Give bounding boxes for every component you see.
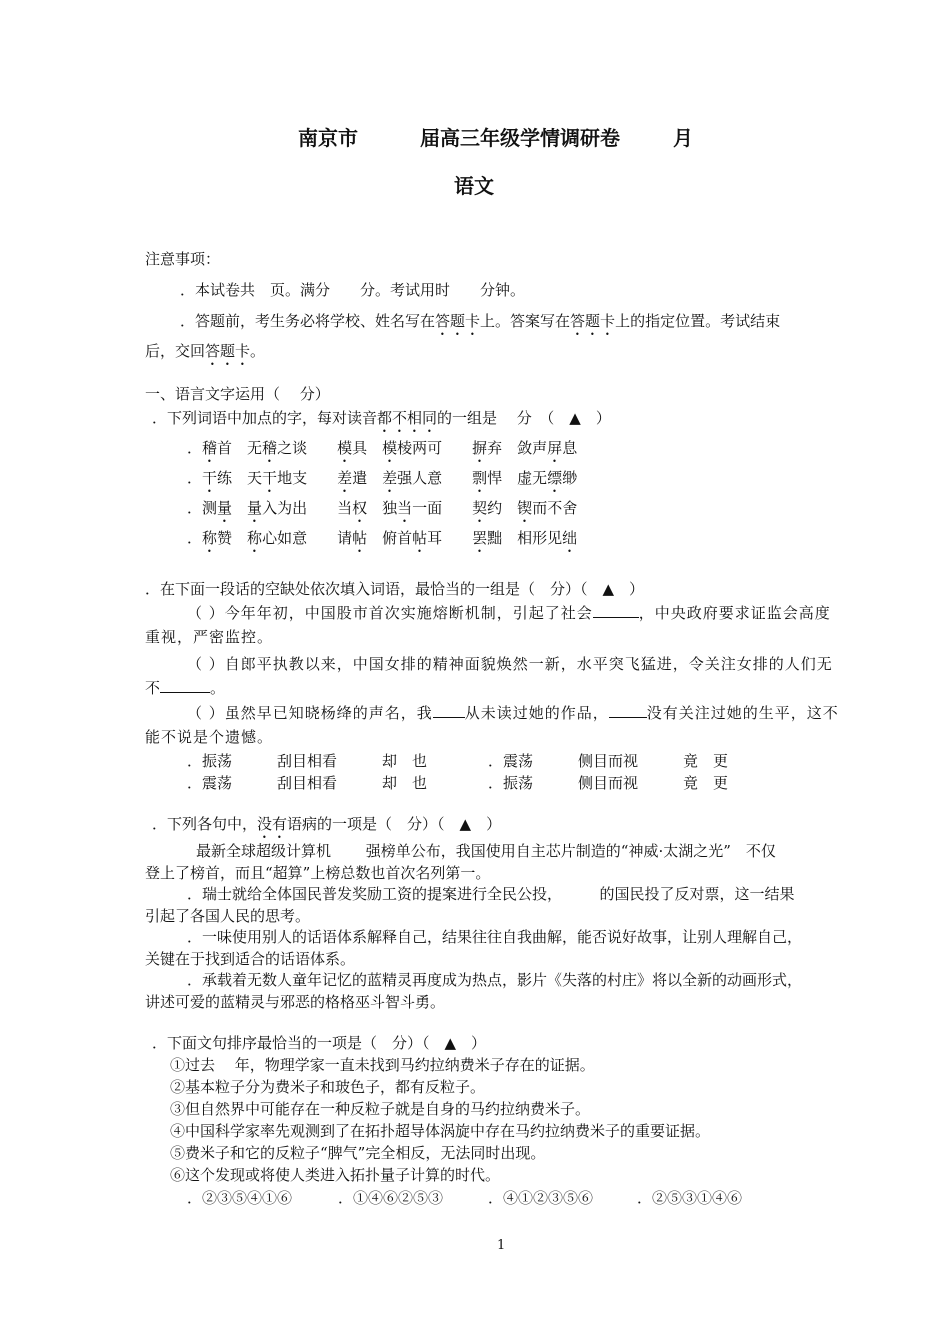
q2-option-d: ．振荡 侧目而视 竟 更 — [488, 774, 729, 792]
blank-3 — [433, 703, 465, 718]
title-main: 届高三年级学情调研卷 — [420, 126, 620, 150]
q2-paragraph-3-cont: 能不说是个遗憾。 — [145, 728, 274, 746]
q4-sentence-3: ③但自然界中可能存在一种反粒子就是自身的马约拉纳费米子。 — [170, 1100, 591, 1118]
q1-option-d: ．称赞 称心如意 请帖 俯首帖耳 罢黜 相形见绌 — [187, 529, 578, 547]
q3-option-c-cont: 关键在于找到适合的话语体系。 — [145, 950, 356, 968]
notice-item-1: ．本试卷共 页。满分 分。考试用时 分钟。 — [180, 281, 526, 299]
page-number: 1 — [497, 1238, 506, 1253]
q2-option-b: ．震荡 侧目而视 竟 更 — [488, 752, 729, 770]
blank-2 — [160, 678, 210, 693]
q1-stem: ．下列词语中加点的字，每对读音都不相同的一组是 分 （ ▲ ） — [152, 409, 611, 427]
title-month: 月 — [673, 126, 693, 150]
q1-option-c: ．测量 量入为出 当权 独当一面 契约 锲而不舍 — [187, 499, 578, 517]
q2-paragraph-2-cont: 不 。 — [145, 679, 226, 697]
q4-option-a: ．②③⑤④①⑥ — [187, 1189, 293, 1207]
q3-option-c: ．一味使用别人的话语体系解释自己，结果往往自我曲解，能否说好故事，让别人理解自己， — [187, 928, 803, 946]
q2-option-a: ．振荡 刮目相看 却 也 — [187, 752, 428, 770]
blank-1 — [593, 603, 639, 618]
q4-sentence-4: ④中国科学家率先观测到了在拓扑超导体涡旋中存在马约拉纳费米子的重要证据。 — [170, 1122, 711, 1140]
q3-option-d-cont: 讲述可爱的蓝精灵与邪恶的格格巫斗智斗勇。 — [145, 993, 446, 1011]
q3-option-b: ．瑞士就给全体国民普发奖励工资的提案进行全民公投， 的国民投了反对票，这一结果 — [187, 885, 795, 903]
q4-option-c: ．④①②③⑤⑥ — [488, 1189, 594, 1207]
q3-option-b-cont: 引起了各国人民的思考。 — [145, 907, 311, 925]
notice-item-2-cont: 后，交回答题卡。 — [145, 342, 266, 360]
q4-stem: ．下面文句排序最恰当的一项是（ 分）（ ▲ ） — [152, 1034, 487, 1052]
notice-heading: 注意事项： — [145, 250, 221, 268]
q3-stem: ．下列各句中，没有语病的一项是（ 分）（ ▲ ） — [152, 815, 502, 833]
q2-option-c: ．震荡 刮目相看 却 也 — [187, 774, 428, 792]
title-city: 南京市 — [298, 126, 358, 150]
subject-title: 语文 — [454, 174, 494, 198]
q2-paragraph-2: （ ）自郎平执教以来，中国女排的精神面貌焕然一新，水平突飞猛进，令关注女排的人们无 — [187, 655, 833, 673]
notice-item-2: ．答题前，考生务必将学校、姓名写在答题卡上。答案写在答题卡上的指定位置。考试结束 — [180, 312, 781, 330]
q2-stem: ．在下面一段话的空缺处依次填入词语，最恰当的一组是（ 分）（ ▲ ） — [145, 580, 645, 598]
q4-sentence-5: ⑤费米子和它的反粒子“脾气”完全相反，无法同时出现。 — [170, 1144, 546, 1162]
q4-option-b: ．①④⑥②⑤③ — [338, 1189, 444, 1207]
q3-option-d: ．承载着无数人童年记忆的蓝精灵再度成为热点，影片《失落的村庄》将以全新的动画形式， — [187, 971, 803, 989]
q4-sentence-6: ⑥这个发现或将使人类进入拓扑量子计算的时代。 — [170, 1166, 501, 1184]
q2-paragraph-1-cont: 重视，严密监控。 — [145, 628, 274, 646]
q4-option-d: ．②⑤③①④⑥ — [637, 1189, 743, 1207]
q4-sentence-2: ②基本粒子分为费米子和玻色子，都有反粒子。 — [170, 1078, 486, 1096]
section-heading: 一、语言文字运用（ 分） — [145, 385, 330, 403]
q2-paragraph-1: （ ）今年年初，中国股市首次实施熔断机制，引起了社会 ，中央政府要求证监会高度 — [187, 604, 831, 622]
q4-sentence-1: ①过去 年，物理学家一直未找到马约拉纳费米子存在的证据。 — [170, 1056, 595, 1074]
q3-option-a-cont: 登上了榜首，而且“超算”上榜总数也首次名列第一。 — [145, 864, 491, 882]
q2-paragraph-3: （ ）虽然早已知晓杨绛的声名，我 从未读过她的作品， 没有关注过她的生平，这不 — [187, 704, 839, 722]
blank-4 — [609, 703, 647, 718]
q3-option-a: 最新全球超级计算机 强榜单公布，我国使用自主芯片制造的“神威·太湖之光” 不仅 — [196, 842, 776, 860]
q1-option-a: ．稽首 无稽之谈 模具 模棱两可 摒弃 敛声屏息 — [187, 439, 578, 457]
q1-option-b: ．干练 天干地支 差遣 差强人意 剽悍 虚无缥缈 — [187, 469, 578, 487]
